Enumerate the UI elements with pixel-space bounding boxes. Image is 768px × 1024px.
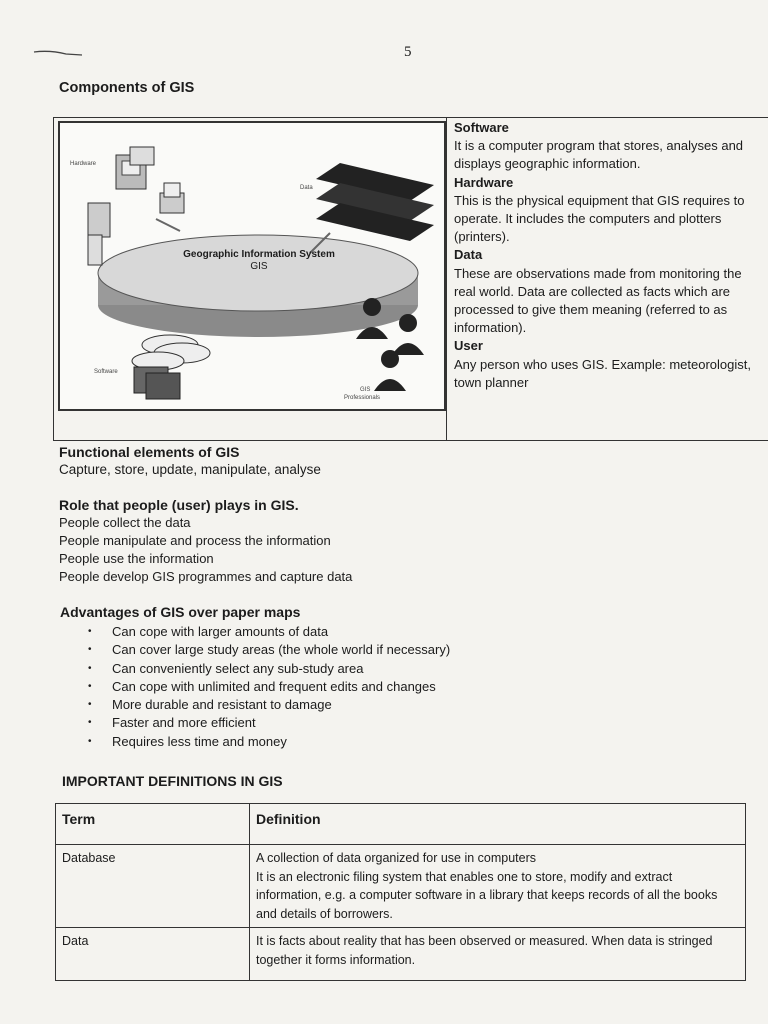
- figure-label-software: Software: [94, 369, 118, 375]
- role-lines: [59, 514, 352, 586]
- scan-mark: [30, 46, 90, 60]
- definition-cell: [250, 928, 746, 981]
- role-line: People collect the data: [59, 515, 191, 530]
- list-item: • Requires less time and money: [88, 733, 728, 751]
- definition-cell: [250, 845, 746, 928]
- list-item: • Can cover large study areas (the whole world if necessary): [88, 641, 728, 659]
- figure-label-data: Data: [300, 185, 313, 191]
- functional-text: Capture, store, update, manipulate, analyse: [59, 462, 321, 477]
- component-desc-data: These are observations made from monitoring the real world. Data are collected as facts which are processed to give them meaning (referred to as information).: [454, 265, 742, 336]
- definitions-title: IMPORTANT DEFINITIONS IN GIS: [62, 773, 283, 789]
- components-text: [454, 119, 754, 392]
- component-desc-software: It is a computer program that stores, analyses and displays geographic information.: [454, 138, 744, 172]
- list-item: • Faster and more efficient: [88, 714, 728, 732]
- gis-components-figure: [58, 121, 446, 411]
- list-item: • Can cope with larger amounts of data: [88, 623, 728, 641]
- role-title: Role that people (user) plays in GIS.: [59, 497, 299, 513]
- figure-center-sub: GIS: [250, 261, 268, 272]
- definition-line: A collection of data organized for use in computers: [256, 851, 537, 865]
- table-header-row: [56, 804, 746, 845]
- col-header-term: Term: [56, 804, 250, 845]
- list-item: • Can cope with unlimited and frequent edits and changes: [88, 678, 728, 696]
- definitions-table: [55, 803, 746, 981]
- table-row: [56, 928, 746, 981]
- component-term-data: Data: [454, 247, 483, 263]
- col-header-definition: Definition: [250, 804, 746, 845]
- role-line: People develop GIS programmes and capture data: [59, 569, 353, 584]
- role-line: People manipulate and process the information: [59, 533, 331, 548]
- table-row: [56, 845, 746, 928]
- figure-label-hardware: Hardware: [70, 161, 97, 167]
- components-title: Components of GIS: [59, 80, 195, 96]
- list-item: • Can conveniently select any sub-study area: [88, 660, 728, 678]
- component-term-hardware: Hardware: [454, 174, 514, 190]
- functional-title: Functional elements of GIS: [59, 444, 240, 460]
- definition-line: It is facts about reality that has been observed or measured. When data is stringed together it forms information.: [256, 934, 713, 967]
- advantages-title: Advantages of GIS over paper maps: [60, 604, 301, 620]
- figure-label-professionals: Professionals: [344, 395, 381, 401]
- component-term-software: Software: [454, 120, 509, 135]
- term-cell: Database: [56, 845, 250, 928]
- components-divider: [446, 117, 447, 441]
- advantages-list: [88, 623, 728, 751]
- component-term-user: User: [454, 338, 483, 354]
- definition-line: It is an electronic filing system that enables one to store, modify and extract information, e.g. a computer software in a library that keeps records of all the books and details of borrowers.: [256, 869, 718, 921]
- role-line: People use the information: [59, 551, 214, 566]
- figure-label-gis: GIS: [360, 387, 371, 393]
- figure-center-title: Geographic Information System: [183, 249, 335, 260]
- component-desc-hardware: This is the physical equipment that GIS requires to operate. It includes the computers and plotters (printers).: [454, 192, 745, 245]
- term-cell: Data: [56, 928, 250, 981]
- component-desc-user: Any person who uses GIS. Example: meteorologist, town planner: [454, 356, 751, 390]
- page-number: 5: [404, 44, 412, 60]
- software-disks-icon: [132, 335, 210, 399]
- list-item: • More durable and resistant to damage: [88, 696, 728, 714]
